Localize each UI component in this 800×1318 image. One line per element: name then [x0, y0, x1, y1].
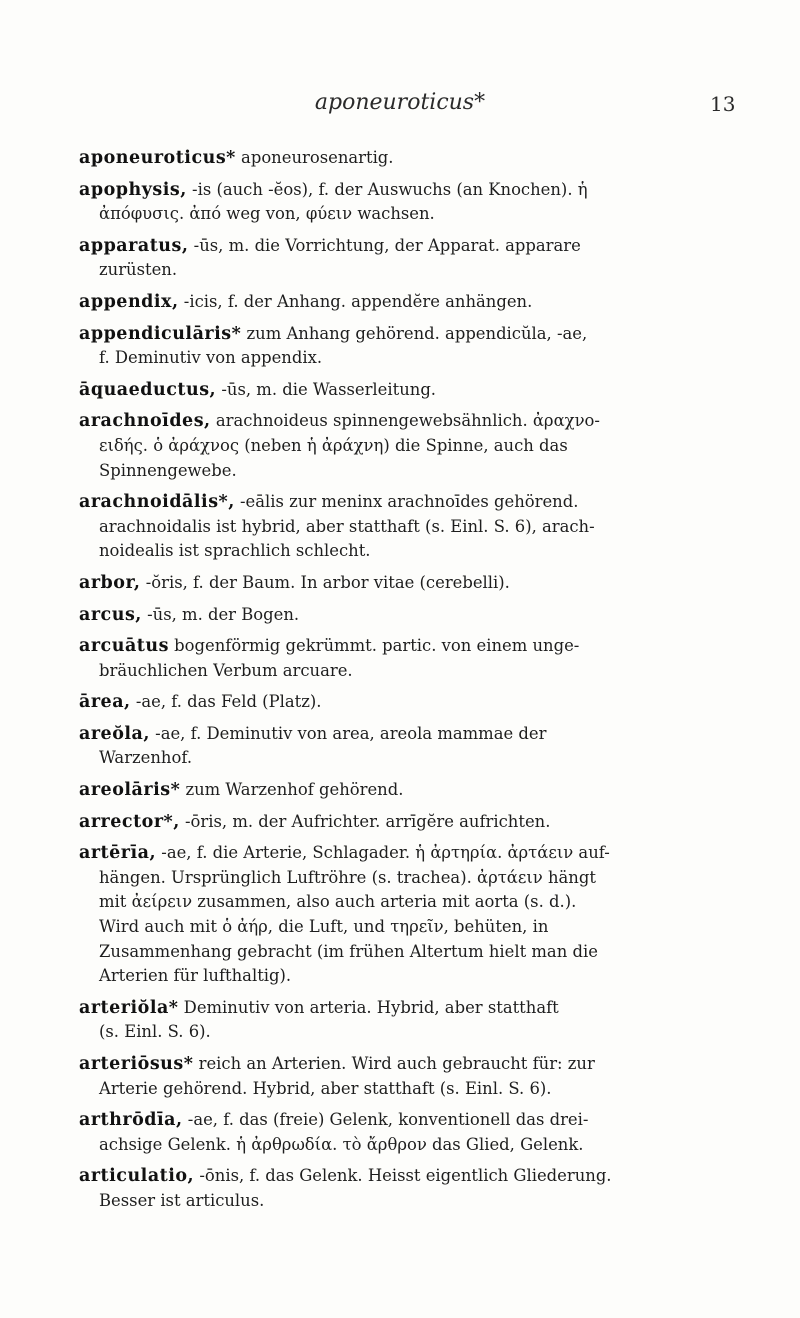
- dictionary-entry: [79, 378, 747, 403]
- entry-text-line: -ōris, m. der Aufrichter. arrīgĕre aufrichten.: [179, 811, 551, 831]
- entry-text-line: -ae, f. das Feld (Platz).: [130, 692, 322, 712]
- dictionary-entry: [79, 996, 747, 1045]
- entry-lemma: arachnoidālis*,: [79, 492, 235, 513]
- entry-lemma: arachnoīdes,: [79, 411, 211, 432]
- dictionary-entry: [79, 634, 747, 683]
- dictionary-entry: [79, 290, 747, 315]
- entry-text-line: -ae, f. Deminutiv von area, areola mammae der: [149, 723, 547, 743]
- entry-text-line: aponeurosenartig.: [235, 148, 394, 167]
- dictionary-entry: [79, 571, 747, 596]
- entry-text-line: -ūs, m. die Vorrichtung, der Apparat. apparare: [188, 235, 581, 255]
- entry-text-line: reich an Arterien. Wird auch gebraucht für: zur: [193, 1054, 595, 1073]
- dictionary-entry: [79, 234, 747, 283]
- entry-text-line: -ae, f. das (freie) Gelenk, konventionell das drei-: [182, 1110, 589, 1130]
- entry-text-line: zurüsten.: [99, 260, 178, 280]
- entry-text-line: arachnoideus spinnengewebsähnlich. ἀραχνο-: [210, 411, 600, 431]
- dictionary-entry: [79, 841, 747, 989]
- entry-lemma: areŏla,: [79, 723, 150, 744]
- entry-lemma: arbor,: [79, 572, 141, 593]
- entry-text-line: -ŏris, f. der Baum. In arbor vitae (cerebelli).: [140, 572, 510, 592]
- entry-text-line: Warzenhof.: [99, 748, 193, 768]
- entry-lemma: aponeuroticus*: [79, 148, 236, 168]
- entry-text-line: -is (auch -ĕos), f. der Auswuchs (an Knochen). ἡ: [186, 179, 588, 199]
- entry-text-line: bogenförmig gekrümmt. partic. von einem unge-: [168, 636, 580, 656]
- entry-text-line: arachnoidalis ist hybrid, aber statthaft (s. Einl. S. 6), arach-: [99, 516, 595, 536]
- dictionary-entry: [79, 722, 747, 771]
- entry-lemma: apophysis,: [79, 179, 187, 200]
- dictionary-entry: [79, 1052, 747, 1101]
- entry-text-line: -eālis zur meninx arachnoīdes gehörend.: [234, 492, 579, 512]
- dictionary-entry: [79, 603, 747, 628]
- entry-text-line: Wird auch mit ὁ ἀήρ, die Luft, und τηρεῖν, behüten, in: [99, 917, 549, 937]
- entry-text-line: -ōnis, f. das Gelenk. Heisst eigentlich Gliederung.: [194, 1166, 612, 1186]
- entry-lemma: arteriŏla*: [79, 997, 179, 1018]
- entry-lemma: arteriōsus*: [79, 1054, 194, 1074]
- entry-lemma: artērīa,: [79, 843, 157, 864]
- entry-text-line: -ūs, m. die Wasserleitung.: [216, 379, 437, 399]
- entry-text-line: achsige Gelenk. ἡ ἀρθρωδία. τὸ ἄρθρον das Glied, Gelenk.: [99, 1134, 584, 1154]
- entry-text-line: (s. Einl. S. 6).: [99, 1022, 211, 1042]
- entry-text-line: noidealis ist sprachlich schlecht.: [99, 541, 371, 561]
- entry-text-line: ειδής. ὁ ἀράχνος (neben ἡ ἀράχνη) die Spinne, auch das: [99, 435, 568, 455]
- entry-lemma: ārea,: [79, 692, 131, 713]
- entry-lemma: articulatio,: [79, 1166, 195, 1187]
- entry-text-line: mit ἀείρειν zusammen, also auch arteria mit aorta (s. d.).: [99, 892, 577, 912]
- dictionary-entry: [79, 409, 747, 483]
- entry-lemma: arcuātus: [79, 636, 169, 657]
- entry-lemma: arcus,: [79, 604, 142, 625]
- entry-lemma: arthrōdīa,: [79, 1110, 183, 1131]
- entry-text-line: -ūs, m. der Bogen.: [141, 604, 300, 624]
- dictionary-entry: [79, 810, 747, 835]
- entry-lemma: āquaeductus,: [79, 379, 217, 400]
- page-number: 13: [710, 92, 736, 116]
- dictionary-entry: [79, 178, 747, 227]
- entry-text-line: -icis, f. der Anhang. appendĕre anhängen.: [178, 291, 533, 311]
- entry-text-line: f. Deminutiv von appendix.: [99, 348, 323, 368]
- running-header: aponeuroticus*: [314, 90, 486, 115]
- entry-text-line: hängen. Ursprünglich Luftröhre (s. trachea). ἀρτάειν hängt: [99, 867, 596, 887]
- entry-text-line: zum Anhang gehörend. appendicŭla, -ae,: [241, 323, 588, 343]
- entry-text-line: -ae, f. die Arterie, Schlagader. ἡ ἀρτηρία. ἀρτάειν auf-: [156, 843, 610, 863]
- entry-list: [79, 146, 747, 1221]
- entry-text-line: bräuchlichen Verbum arcuare.: [99, 660, 353, 680]
- entry-text-line: zum Warzenhof gehörend.: [180, 780, 404, 800]
- entry-lemma: apparatus,: [79, 235, 189, 256]
- entry-text-line: Arterie gehörend. Hybrid, aber statthaft (s. Einl. S. 6).: [99, 1078, 552, 1098]
- dictionary-entry: [79, 1108, 747, 1157]
- entry-text-line: ἀπόφυσις. ἀπό weg von, φύειν wachsen.: [99, 204, 435, 224]
- entry-text-line: Deminutiv von arteria. Hybrid, aber statthaft: [178, 997, 559, 1017]
- dictionary-entry: [79, 146, 747, 171]
- entry-text-line: Zusammenhang gebracht (im frühen Altertum hielt man die: [99, 941, 598, 961]
- dictionary-entry: [79, 1164, 747, 1213]
- dictionary-entry: [79, 490, 747, 564]
- entry-text-line: Spinnengewebe.: [99, 460, 237, 480]
- entry-lemma: areolāris*: [79, 780, 181, 801]
- entry-text-line: Besser ist articulus.: [99, 1190, 265, 1210]
- entry-text-line: Arterien für lufthaltig).: [99, 966, 292, 986]
- entry-lemma: appendiculāris*: [79, 323, 242, 344]
- entry-lemma: arrector*,: [79, 811, 180, 832]
- dictionary-entry: [79, 322, 747, 371]
- dictionary-entry: [79, 778, 747, 803]
- entry-lemma: appendix,: [79, 291, 179, 312]
- dictionary-entry: [79, 690, 747, 715]
